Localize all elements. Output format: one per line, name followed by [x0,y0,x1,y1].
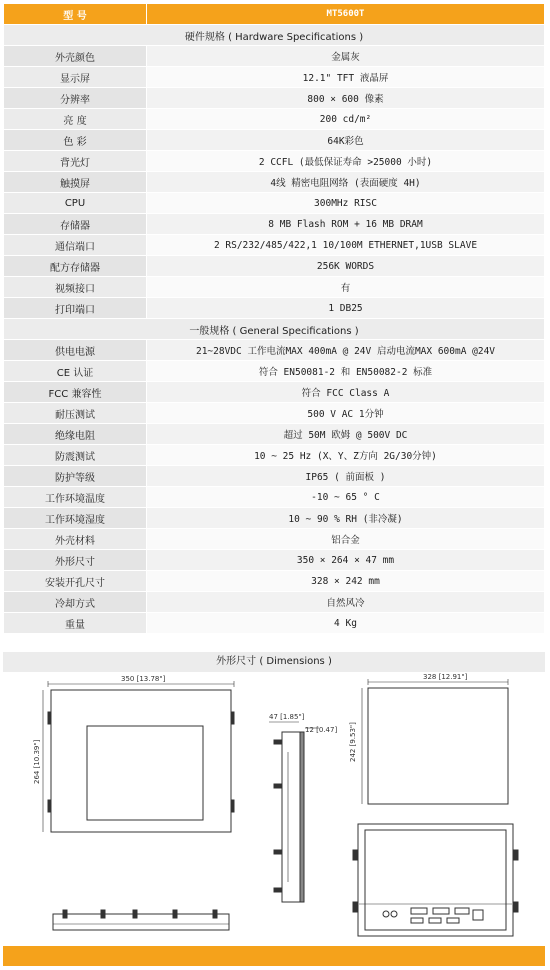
spec-value: 4线 精密电阻网络 (表面硬度 4H) [147,172,545,193]
spec-label: 供电电源 [4,340,147,361]
spec-label: 外形尺寸 [4,550,147,571]
spec-value: 8 MB Flash ROM + 16 MB DRAM [147,214,545,235]
spec-value: 12.1" TFT 液晶屏 [147,67,545,88]
spec-label: CPU [4,193,147,214]
section-title-general: 一般规格 ( General Specifications ) [4,319,545,340]
spec-label: 亮 度 [4,109,147,130]
spec-label: 冷却方式 [4,592,147,613]
spec-row [4,214,545,235]
model-label: 型 号 [4,4,147,25]
spec-value: 符合 FCC Class A [147,382,545,403]
spec-row [4,361,545,382]
spec-value: 328 × 242 mm [147,571,545,592]
spec-label: 外壳材料 [4,529,147,550]
spec-row [4,193,545,214]
spec-label: 重量 [4,613,147,634]
spec-label: 配方存储器 [4,256,147,277]
spec-row [4,256,545,277]
spec-row [4,613,545,634]
section-row-general [4,319,545,340]
front-view-drawing [43,681,234,832]
spec-label: FCC 兼容性 [4,382,147,403]
spec-row [4,151,545,172]
spec-sheet [3,3,545,634]
spec-value: -10 ~ 65 ° C [147,487,545,508]
spec-label: 外壳颜色 [4,46,147,67]
section-title-dimensions: 外形尺寸 ( Dimensions ) [3,652,545,672]
spec-value: 有 [147,277,545,298]
spec-value: 2 CCFL (最低保证寿命 >25000 小时) [147,151,545,172]
cutout-height-label: 242 [9.53"] [349,722,357,762]
spec-label: 绝缘电阻 [4,424,147,445]
spec-label: 安装开孔尺寸 [4,571,147,592]
spec-row [4,277,545,298]
spec-row [4,340,545,361]
spec-row [4,466,545,487]
spec-row [4,67,545,88]
header-row [4,4,545,25]
spec-value: 300MHz RISC [147,193,545,214]
model-value: MT5600T [147,4,545,25]
side-depth-label: 47 [1.85"] [269,713,305,721]
section-row-hardware [4,25,545,46]
spec-row [4,298,545,319]
spec-value: 1 DB25 [147,298,545,319]
spec-value: 21~28VDC 工作电流MAX 400mA @ 24V 启动电流MAX 600mA @24V [147,340,545,361]
spec-label: 视频接口 [4,277,147,298]
spec-label: 显示屏 [4,67,147,88]
section-title-hardware: 硬件规格 ( Hardware Specifications ) [4,25,545,46]
spec-row [4,403,545,424]
spec-value: 800 × 600 像素 [147,88,545,109]
cutout-view-drawing [362,679,508,804]
spec-label: 分辨率 [4,88,147,109]
spec-value: 铝合金 [147,529,545,550]
spec-row [4,109,545,130]
spec-value: 350 × 264 × 47 mm [147,550,545,571]
spec-value: IP65 ( 前面板 ) [147,466,545,487]
footer-bar [3,946,545,966]
spec-value: 500 V AC 1分钟 [147,403,545,424]
spec-value: 10 ~ 90 % RH (非冷凝) [147,508,545,529]
spec-row [4,508,545,529]
spec-value: 64K彩色 [147,130,545,151]
spec-label: 通信端口 [4,235,147,256]
spec-row [4,571,545,592]
spec-label: 色 彩 [4,130,147,151]
spec-value: 金属灰 [147,46,545,67]
spec-value: 256K WORDS [147,256,545,277]
spec-row [4,487,545,508]
spec-row [4,550,545,571]
spec-label: 背光灯 [4,151,147,172]
spec-value: 10 ~ 25 Hz (X、Y、Z方向 2G/30分钟) [147,445,545,466]
spec-row [4,382,545,403]
spec-label: 工作环境温度 [4,487,147,508]
spec-value: 符合 EN50081-2 和 EN50082-2 标准 [147,361,545,382]
spec-label: 触摸屏 [4,172,147,193]
rear-view-drawing [353,824,518,936]
spec-label: 防震测试 [4,445,147,466]
spec-row [4,172,545,193]
spec-row [4,529,545,550]
side-view-drawing [269,722,319,902]
dimensions-panel [3,652,545,942]
spec-value: 超过 50M 欧姆 @ 500V DC [147,424,545,445]
spec-row [4,445,545,466]
bottom-view-drawing [53,910,229,930]
spec-row [4,235,545,256]
spec-row [4,424,545,445]
spec-label: 防护等级 [4,466,147,487]
spec-label: 打印端口 [4,298,147,319]
spec-row [4,592,545,613]
dimension-drawings [3,652,545,942]
spec-label: 存储器 [4,214,147,235]
spec-value: 自然风冷 [147,592,545,613]
spec-label: 工作环境湿度 [4,508,147,529]
spec-value: 4 Kg [147,613,545,634]
spec-row [4,46,545,67]
spec-value: 2 RS/232/485/422,1 10/100M ETHERNET,1USB SLAVE [147,235,545,256]
side-bezel-label: 12 [0.47] [305,726,338,734]
spec-label: 耐压测试 [4,403,147,424]
front-width-label: 350 [13.78"] [121,675,166,683]
front-height-label: 264 [10.39"] [33,739,41,784]
spec-label: CE 认证 [4,361,147,382]
spec-table [3,3,545,634]
spec-row [4,88,545,109]
spec-row [4,130,545,151]
spec-value: 200 cd/m² [147,109,545,130]
cutout-width-label: 328 [12.91"] [423,673,468,681]
